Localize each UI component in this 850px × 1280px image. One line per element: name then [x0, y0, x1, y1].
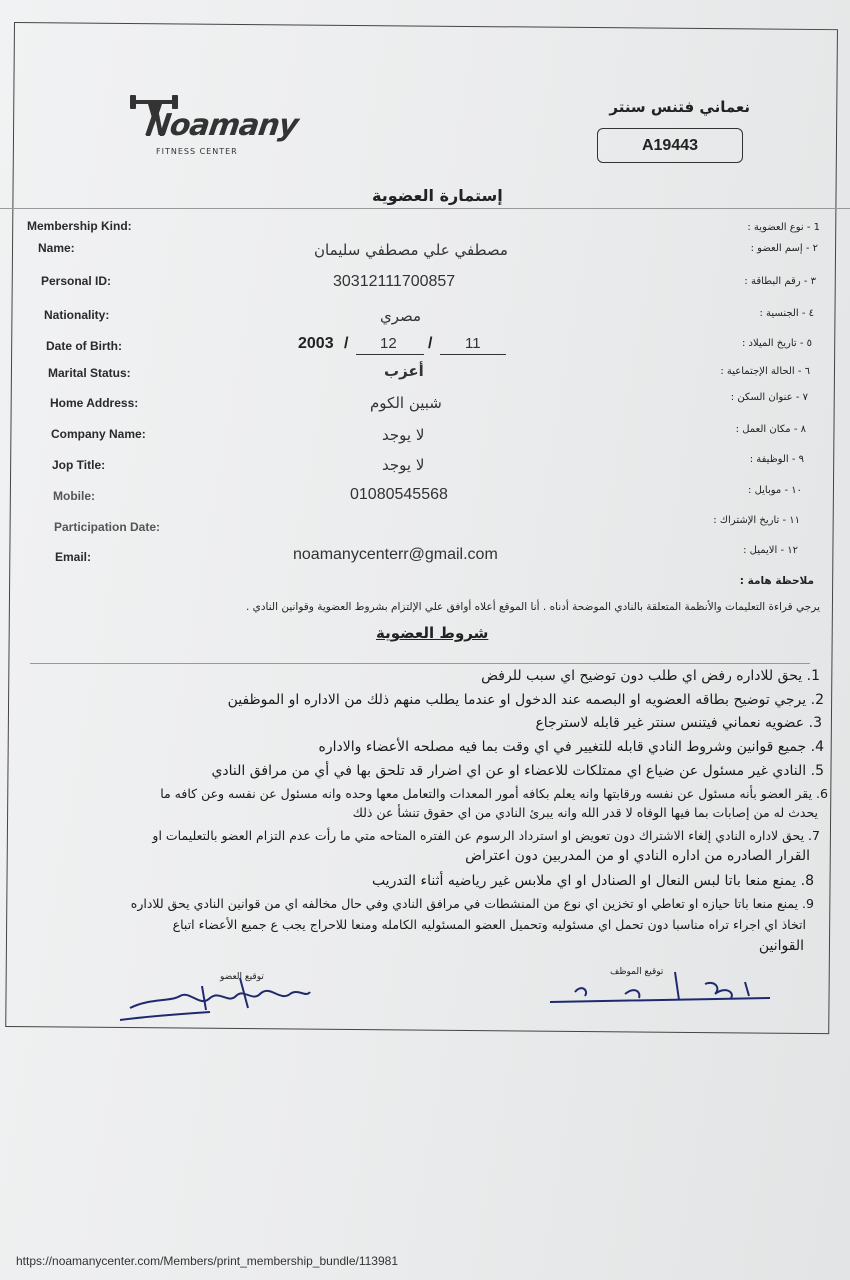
label-ar-date-of-birth: ٥ - تاريخ الميلاد :	[741, 338, 812, 349]
label-job-title: Jop Title:	[52, 458, 106, 472]
label-home-address: Home Address:	[50, 396, 139, 410]
logo-subtitle: FITNESS CENTER	[156, 147, 238, 156]
member-signature	[110, 968, 320, 1028]
label-ar-personal-id: ٣ - رقم البطاقة :	[744, 276, 816, 287]
label-ar-company-name: ٨ - مكان العمل :	[735, 424, 806, 435]
label-company-name: Company Name:	[51, 427, 146, 441]
footer-url[interactable]: https://noamanycenter.com/Members/print_membership_bundle/113981	[16, 1254, 398, 1268]
label-name: Name:	[38, 241, 75, 255]
member-code-box: A19443	[597, 128, 743, 163]
dob-month: 12	[380, 335, 397, 352]
label-date-of-birth: Date of Birth:	[46, 339, 122, 353]
value-name: مصطفي علي مصطفي سليمان	[314, 241, 508, 259]
label-mobile: Mobile:	[53, 489, 95, 503]
label-ar-nationality: ٤ - الجنسية :	[759, 308, 814, 319]
label-participation-date: Participation Date:	[54, 520, 161, 534]
label-ar-mobile: ١٠ - موبايل :	[748, 485, 802, 496]
label-nationality: Nationality:	[44, 308, 110, 322]
value-marital-status: أعزب	[384, 362, 424, 380]
label-marital-status: Marital Status:	[48, 366, 131, 380]
member-signature-label: توقيع العضو	[220, 972, 264, 982]
condition-9-cont: اتخاذ اي اجراء تراه مناسبا دون تحمل اي مسئوليه وتحميل العضو المسئوليه الكامله ومنعا للاحراج يجب ع جميع الأعضاء اتباع	[172, 917, 806, 932]
condition-9: 9. يمنع منعا باتا حيازه او تعاطي او تخزين اي نوع من المنشطات في مرافق النادي وفي حال مخالفه اي من قوانين النادي يحق للاداره	[130, 896, 814, 911]
value-home-address: شبين الكوم	[370, 394, 442, 412]
label-email: Email:	[55, 550, 92, 564]
label-membership-kind: Membership Kind:	[27, 219, 132, 233]
label-ar-home-address: ٧ - عنوان السكن :	[730, 392, 808, 403]
condition-6: 6. يقر العضو بأنه مسئول عن نفسه ورقابتها وانه يعلم بكافه أمور المعدات والتعامل معها وحده وانه مسئول عن نفسه وعن كافه ما	[160, 786, 828, 801]
condition-6-cont: يحدث له من إصابات بما فيها الوفاه لا قدر الله وانه يبرئ النادي من اي حقوق تنشأ عن ذلك	[352, 805, 818, 820]
condition-7: 7. يحق لاداره النادي إلغاء الاشتراك دون تعويض او استرداد الرسوم عن الفتره المتاحه متي ما رأت عدم التزام العضو بالتعليمات او	[152, 828, 820, 843]
employee-signature-label: توقيع الموظف	[610, 967, 664, 977]
conditions-divider	[30, 663, 810, 664]
title-divider	[0, 208, 850, 209]
logo-wordmark: Noamany	[143, 108, 300, 143]
dob-year: 2003	[298, 335, 334, 352]
value-mobile: 01080545568	[350, 486, 448, 503]
condition-1: 1. يحق للاداره رفض اي طلب دون توضيح اي سبب للرفض	[481, 668, 820, 684]
value-email: noamanycenterr@gmail.com	[293, 546, 498, 563]
notice-title: ملاحظة هامة :	[739, 575, 814, 587]
dob-day: 11	[465, 335, 481, 352]
noamany-logo	[128, 92, 300, 162]
conditions-title: شروط العضوية	[376, 624, 489, 642]
notice-text: يرجي قراءة التعليمات والأنظمة المتعلقة بالنادي الموضحة أدناه . أنا الموقع أعلاه أوافق علي الإلتزام بشروط العضوية وقوانين النادي .	[245, 601, 820, 613]
condition-2: 2. يرجي توضيح بطاقه العضويه او البصمه عند الدخول او عندما يطلب منهم ذلك من الاداره او الموظفين	[227, 692, 824, 708]
label-ar-email: ١٢ - الايميل :	[743, 545, 798, 556]
value-job-title: لا يوجد	[382, 456, 425, 474]
label-ar-job-title: ٩ - الوظيفة :	[749, 454, 804, 465]
dob-day-underline	[440, 354, 506, 355]
form-title: إستمارة العضوية	[372, 186, 503, 205]
condition-7-cont: القرار الصادره من اداره النادي او من المدربين دون اعتراض	[465, 848, 810, 864]
value-company-name: لا يوجد	[382, 426, 425, 444]
value-nationality: مصري	[380, 307, 422, 325]
dob-separator-2: /	[428, 335, 433, 352]
condition-3: 3. عضويه نعماني فيتنس سنتر غير قابله لاسترجاع	[535, 715, 822, 731]
value-personal-id: 30312111700857	[333, 273, 456, 290]
gym-name-arabic: نعماني فتنس سنتر	[609, 98, 750, 116]
employee-signature	[545, 962, 780, 1012]
condition-4: 4. جميع قوانين وشروط النادي قابله للتغيير في اي وقت بما فيه مصلحه الأعضاء والاداره	[318, 739, 824, 755]
condition-9-cont-2: القوانين	[758, 938, 804, 954]
dob-month-underline	[356, 354, 424, 355]
label-ar-membership-kind: 1 - نوع العضوية :	[747, 222, 820, 233]
label-ar-marital-status: ٦ - الحالة الإجتماعية :	[720, 366, 810, 377]
label-ar-name: ٢ - إسم العضو :	[750, 243, 818, 254]
condition-5: 5. النادي غير مسئول عن ضياع اي ممتلكات للاعضاء او عن اي اضرار قد تلحق بها في أي من مرافق النادي	[211, 763, 824, 779]
condition-8: 8. يمنع منعا باتا لبس النعال او الصنادل او اي ملابس غير رياضيه أثناء التدريب	[371, 873, 814, 889]
label-personal-id: Personal ID:	[41, 274, 112, 288]
dob-separator-1: /	[344, 335, 349, 352]
label-ar-participation-date: ١١ - تاريخ الإشتراك :	[713, 515, 800, 526]
